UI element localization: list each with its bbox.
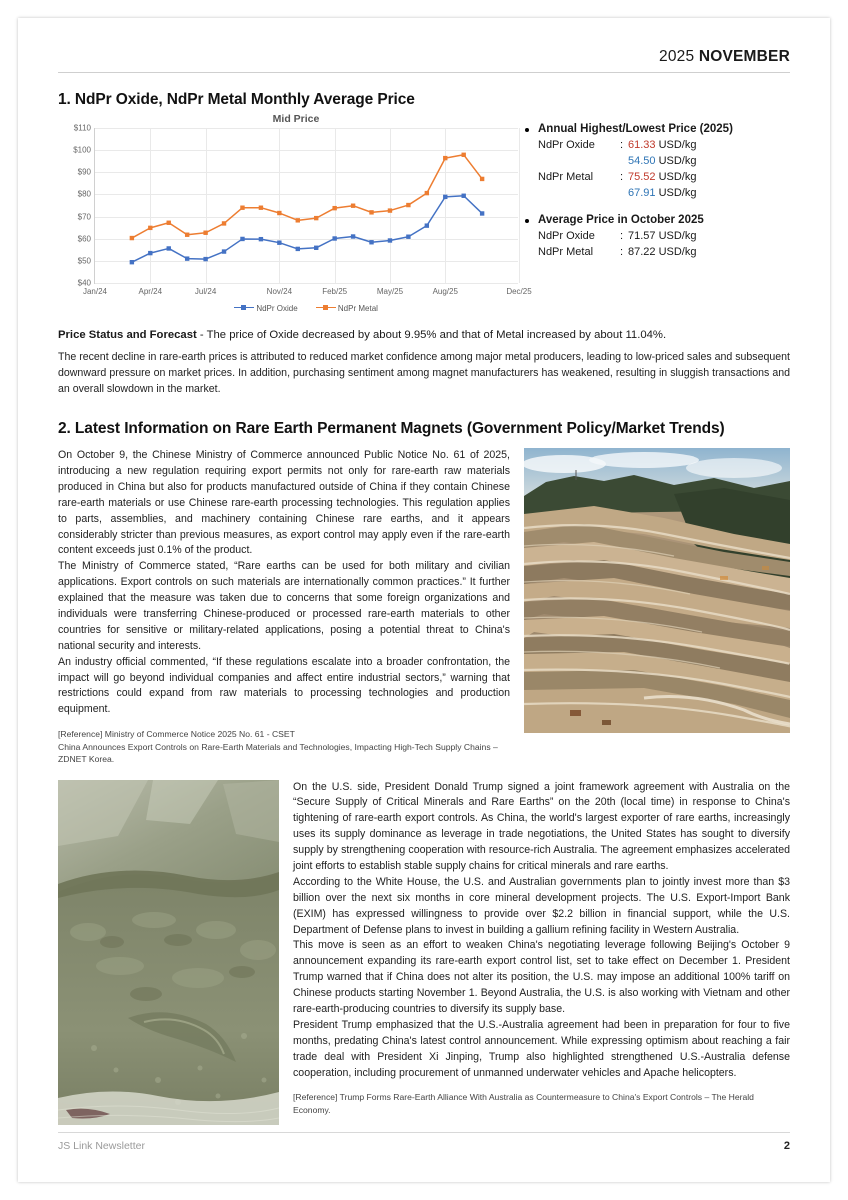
footer-page-number: 2 bbox=[783, 1140, 790, 1152]
chart-x-tick-label: Jan/24 bbox=[82, 287, 108, 296]
average-price-heading-text: Average Price in October 2025 bbox=[538, 213, 704, 226]
price-forecast bbox=[58, 327, 790, 343]
section2-reference-line2: China Announces Export Controls on Rare-Earth Materials and Technologies, Impacting High-Tech Supply Chains – ZDNET Korea. bbox=[58, 741, 498, 765]
price-row bbox=[524, 170, 786, 186]
price-forecast-label: Price Status and Forecast bbox=[58, 329, 197, 341]
annual-price-rows bbox=[524, 138, 786, 202]
chart-data-point bbox=[443, 195, 447, 199]
chart-x-tick-label: Jul/24 bbox=[194, 287, 217, 296]
chart-y-tick-label: $80 bbox=[77, 189, 91, 199]
chart-x-tick-label: Apr/24 bbox=[138, 287, 163, 296]
chart-data-point bbox=[388, 208, 392, 212]
chart-legend bbox=[88, 304, 524, 313]
chart-data-point bbox=[130, 260, 134, 264]
price-row-value: 54.50 bbox=[628, 154, 656, 167]
chart-data-point bbox=[240, 206, 244, 210]
price-row-label: NdPr Oxide bbox=[538, 139, 595, 151]
section2-reference-line1: [Reference] Ministry of Commerce Notice 2025 No. 61 - CSET bbox=[58, 729, 295, 740]
section2-paragraph: An industry official commented, “If these regulations escalate into a broader confrontation, the impact will go beyond individual companies and affect entire industrial sectors,” warning that restrictions could expand from raw materials to processing technologies and production equipment. bbox=[58, 655, 510, 716]
annual-price-heading-text: Annual Highest/Lowest Price (2025) bbox=[538, 123, 733, 135]
price-row bbox=[524, 138, 786, 154]
mine-photo bbox=[524, 448, 790, 733]
chart-data-point bbox=[406, 203, 410, 207]
page-content bbox=[58, 48, 790, 1125]
chart-series-layer bbox=[95, 128, 519, 283]
section1-body-text: The recent decline in rare-earth prices is attributed to reduced market confidence among major metal producers, leading to low-priced sales and subsequent downward pressure on market prices. In addition, purchasing sentiment among magnet manufacturers has weakened, resulting in sluggish transactions and an overall slowdown in the market. bbox=[58, 351, 790, 396]
chart-data-point bbox=[259, 206, 263, 210]
chart-data-point bbox=[185, 256, 189, 260]
chart-data-point bbox=[443, 156, 447, 160]
average-price-heading bbox=[524, 214, 786, 226]
chart-data-point bbox=[277, 241, 281, 245]
chart-y-tick-label: $110 bbox=[73, 123, 91, 133]
price-row-separator: : bbox=[620, 170, 624, 183]
chart-data-point bbox=[185, 233, 189, 237]
chart-data-point bbox=[314, 216, 318, 220]
chart-y-tick-label: $90 bbox=[77, 167, 91, 177]
price-chart bbox=[58, 113, 532, 313]
annual-price-heading bbox=[524, 123, 786, 135]
chart-plot-area bbox=[73, 123, 532, 296]
price-summary-panel bbox=[524, 113, 786, 261]
section3-body bbox=[58, 780, 790, 1125]
chart-data-point bbox=[296, 247, 300, 251]
page-footer bbox=[58, 1132, 790, 1152]
chart-title: Mid Price bbox=[272, 113, 320, 125]
price-row bbox=[524, 245, 786, 261]
chart-x-tick-label: May/25 bbox=[376, 287, 404, 296]
section1-body bbox=[58, 113, 790, 313]
chart-data-point bbox=[296, 218, 300, 222]
section3-paragraph: According to the White House, the U.S. and Australian governments plan to jointly invest more than $3 billion over the next six months in core mineral development projects. The U.S. Export-Import Bank (EXIM) has expressed willingness to provide over $2.2 billion in financial support, while the U.S. Department of Defense plans to invest in building a gallium refining facility in Western Australia. bbox=[293, 875, 790, 936]
chart-data-point bbox=[425, 223, 429, 227]
section2-text-column bbox=[58, 448, 510, 766]
chart-y-tick-label: $100 bbox=[73, 145, 91, 155]
bullet-dot-icon bbox=[525, 128, 529, 132]
chart-data-point bbox=[480, 211, 484, 215]
section3-paragraph: President Trump emphasized that the U.S.-Australia agreement had been in preparation for four to five months, predating China's latest control announcement. While expressing optimism about reaching a fair trade deal with President Xi Jinping, Trump also highlighted strengthened U.S.-Australia defense cooperation, including procurement of unmanned underwater vehicles and Apache helicopters. bbox=[293, 1018, 790, 1079]
chart-data-point bbox=[167, 221, 171, 225]
page-sheet bbox=[18, 18, 830, 1182]
section3-paragraph: This move is seen as an effort to weaken China's negotiating leverage following Beijing's October 9 announcement expanding its rare-earth export control list, set to take effect on December 1. President Trump warned that if China does not alter its position, the U.S. may impose an additional 100% tariff on Chinese products starting November 1. Beyond Australia, the U.S. is also working with Vietnam and other rare-earth-producing countries to diversify its supply base. bbox=[293, 939, 790, 1016]
chart-data-point bbox=[369, 240, 373, 244]
price-row-unit: USD/kg bbox=[655, 186, 697, 199]
chart-data-point bbox=[148, 226, 152, 230]
chart-data-point bbox=[480, 177, 484, 181]
chart-data-point bbox=[406, 235, 410, 239]
section3-text-column bbox=[293, 780, 790, 1117]
chart-data-point bbox=[462, 194, 466, 198]
footer-content bbox=[58, 1140, 790, 1152]
chart-data-point bbox=[369, 210, 373, 214]
price-row bbox=[524, 154, 786, 170]
price-row-unit: USD/kg bbox=[655, 245, 697, 258]
section2-paragraph: The Ministry of Commerce stated, “Rare earths can be used for both military and civilian applications. Export controls on such materials are internationally common practices.” It further explained that the measure was taken due to concerns that some foreign organizations and individuals were transferring Chinese-produced or processed rare-earth materials to other countries for sensitive or military-related applications, posing a potential threat to China's national security and interests. bbox=[58, 560, 510, 652]
section2-body bbox=[58, 448, 790, 766]
legend-label: NdPr Oxide bbox=[256, 304, 298, 313]
price-row bbox=[524, 186, 786, 202]
chart-x-tick-label: Nov/24 bbox=[266, 287, 293, 296]
section3-reference: [Reference] Trump Forms Rare-Earth Alliance With Australia as Countermeasure to China's Export Controls – The Herald Economy. bbox=[293, 1092, 754, 1115]
legend-marker-icon bbox=[234, 307, 254, 308]
legend-marker-icon bbox=[316, 307, 336, 308]
chart-data-point bbox=[332, 206, 336, 210]
chart-data-point bbox=[462, 153, 466, 157]
section3-paragraph: On the U.S. side, President Donald Trump signed a joint framework agreement with Australia on the “Secure Supply of Critical Minerals and Rare Earths” on the 20th (local time) in response to China's tightening of rare-earth export controls. As China, the world's largest exporter of rare earths, increasingly uses its supply dominance as leverage in trade negotiations, the United States has sought to diversify supply by strengthening cooperation with resource-rich Australia. The agreement emphasizes accelerated joint efforts to establish stable supply chains for critical minerals and rare earths. bbox=[293, 780, 790, 872]
chart-data-point bbox=[222, 221, 226, 225]
price-row-value: 87.22 bbox=[628, 245, 656, 258]
price-row-separator: : bbox=[620, 229, 624, 242]
footer-divider bbox=[58, 1132, 790, 1133]
header-year: 2025 bbox=[659, 48, 695, 65]
section2-paragraph: On October 9, the Chinese Ministry of Commerce announced Public Notice No. 61 of 2025, introducing a new regulation requiring export permits not only for rare-earth raw materials produced in China but also for products manufactured outside of China if they contain Chinese rare-earth materials or use Chinese rare-earth processing technologies. This regulation applies to parts, assemblies, and machinery containing Chinese rare earths, and it appears considerably stricter than previous measures, as export control may apply even if the rare-earth content exceeds just 0.1% of the product. bbox=[58, 449, 510, 557]
chart-data-point bbox=[240, 237, 244, 241]
chart-data-point bbox=[167, 246, 171, 250]
price-row-unit: USD/kg bbox=[655, 154, 697, 167]
chart-x-tick-label: Dec/25 bbox=[506, 287, 532, 296]
price-row-unit: USD/kg bbox=[655, 170, 697, 183]
chart-data-point bbox=[351, 204, 355, 208]
chart-data-point bbox=[259, 237, 263, 241]
chart-data-point bbox=[277, 211, 281, 215]
price-row-unit: USD/kg bbox=[655, 229, 697, 242]
chart-data-point bbox=[314, 246, 318, 250]
chart-x-tick-label: Feb/25 bbox=[322, 287, 348, 296]
price-row-value: 75.52 bbox=[628, 170, 656, 183]
chart-line-ndpr-oxide bbox=[132, 196, 482, 262]
chart-data-point bbox=[425, 191, 429, 195]
chart-data-point bbox=[203, 231, 207, 235]
chart-y-tick-label: $60 bbox=[77, 234, 91, 244]
section2-title: 2. Latest Information on Rare Earth Permanent Magnets (Government Policy/Market Trends) bbox=[58, 420, 725, 438]
footer-newsletter-name: JS Link Newsletter bbox=[58, 1140, 145, 1152]
price-row bbox=[524, 229, 786, 245]
panel-spacer bbox=[524, 202, 786, 214]
legend-label: NdPr Metal bbox=[337, 304, 378, 313]
header-divider bbox=[58, 72, 790, 73]
chart-y-tick-label: $40 bbox=[77, 278, 91, 288]
price-row-value: 67.91 bbox=[628, 186, 656, 199]
chart-data-point bbox=[222, 249, 226, 253]
price-forecast-text: - The price of Oxide decreased by about 9.95% and that of Metal increased by about 11.04%. bbox=[196, 329, 667, 341]
section2-reference bbox=[58, 728, 510, 765]
chart-line-ndpr-metal bbox=[132, 155, 482, 238]
document-header bbox=[58, 48, 790, 72]
chart-vgridline bbox=[519, 128, 520, 283]
chart-data-point bbox=[203, 257, 207, 261]
price-row-label: NdPr Oxide bbox=[538, 229, 595, 242]
chart-data-point bbox=[388, 238, 392, 242]
legend-item bbox=[316, 304, 378, 313]
section1-title: 1. NdPr Oxide, NdPr Metal Monthly Average Price bbox=[58, 91, 415, 108]
chart-x-tick-label: Aug/25 bbox=[432, 287, 458, 296]
price-row-value: 71.57 bbox=[628, 229, 656, 242]
powder-photo-image bbox=[58, 780, 279, 1125]
header-month: NOVEMBER bbox=[698, 48, 790, 65]
chart-y-tick-label: $70 bbox=[77, 212, 91, 222]
price-row-separator: : bbox=[620, 245, 624, 258]
legend-item bbox=[234, 304, 298, 313]
mine-photo-image bbox=[524, 448, 790, 733]
chart-y-tick-label: $50 bbox=[77, 256, 91, 266]
price-row-label: NdPr Metal bbox=[538, 170, 594, 183]
chart-data-point bbox=[148, 251, 152, 255]
chart-data-point bbox=[351, 234, 355, 238]
bullet-dot-icon bbox=[525, 219, 529, 223]
price-row-value: 61.33 bbox=[628, 139, 656, 151]
chart-data-point bbox=[332, 236, 336, 240]
chart-gridline bbox=[95, 283, 518, 284]
price-row-unit: USD/kg bbox=[655, 139, 697, 151]
average-price-rows bbox=[524, 229, 786, 261]
powder-photo bbox=[58, 780, 279, 1125]
price-row-label: NdPr Metal bbox=[538, 245, 594, 258]
chart-data-point bbox=[130, 236, 134, 240]
price-row-separator: : bbox=[620, 139, 624, 151]
